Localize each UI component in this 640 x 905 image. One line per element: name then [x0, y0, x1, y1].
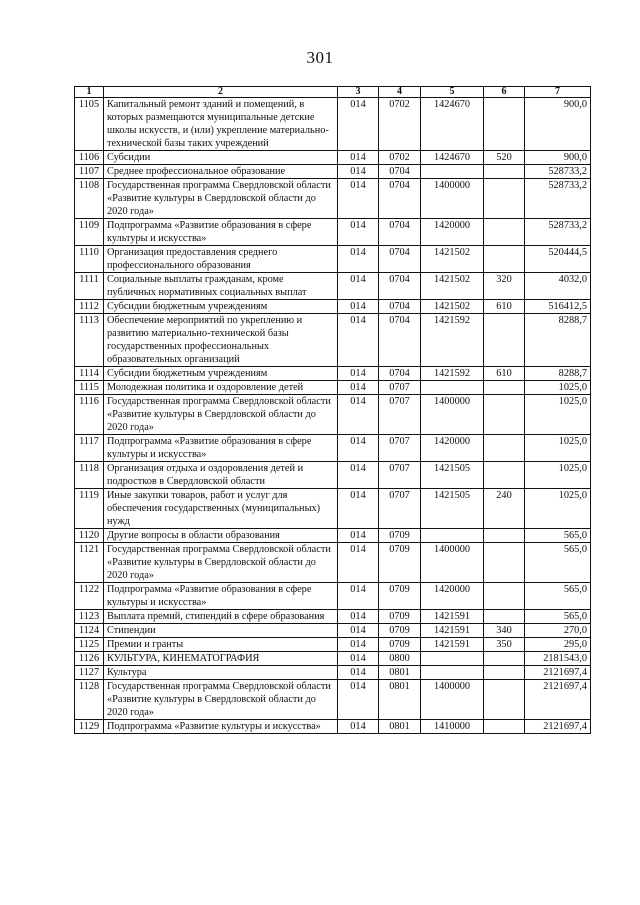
row-number: 1121: [75, 543, 104, 583]
ministry-code: 014: [338, 489, 379, 529]
row-number: 1125: [75, 638, 104, 652]
table-row: [75, 273, 591, 300]
target-article-code: 1421502: [421, 246, 484, 273]
table-row: [75, 165, 591, 179]
target-article-code: [421, 652, 484, 666]
expense-type-code: [484, 680, 525, 720]
section-code: 0709: [379, 583, 421, 610]
row-number: 1122: [75, 583, 104, 610]
section-code: 0704: [379, 165, 421, 179]
expense-type-code: 350: [484, 638, 525, 652]
row-name: Капитальный ремонт зданий и помещений, в которых размещаются муниципальные детские школы искусств, и (или) укрепление материально-технической базы таких учреждений: [104, 98, 338, 151]
target-article-code: 1421502: [421, 300, 484, 314]
target-article-code: 1400000: [421, 179, 484, 219]
ministry-code: 014: [338, 367, 379, 381]
target-article-code: 1420000: [421, 583, 484, 610]
ministry-code: 014: [338, 219, 379, 246]
ministry-code: 014: [338, 314, 379, 367]
amount: 2121697,4: [525, 666, 591, 680]
table-row: [75, 543, 591, 583]
target-article-code: 1421502: [421, 273, 484, 300]
section-code: 0707: [379, 489, 421, 529]
ministry-code: 014: [338, 300, 379, 314]
amount: 295,0: [525, 638, 591, 652]
section-code: 0704: [379, 300, 421, 314]
table-row: [75, 529, 591, 543]
target-article-code: 1400000: [421, 395, 484, 435]
expense-type-code: 340: [484, 624, 525, 638]
section-code: 0704: [379, 219, 421, 246]
section-code: 0704: [379, 273, 421, 300]
row-name: Организация отдыха и оздоровления детей и подростков в Свердловской области: [104, 462, 338, 489]
amount: 2181543,0: [525, 652, 591, 666]
target-article-code: 1421591: [421, 624, 484, 638]
target-article-code: 1400000: [421, 543, 484, 583]
section-code: 0707: [379, 395, 421, 435]
table-row: [75, 610, 591, 624]
amount: 8288,7: [525, 367, 591, 381]
row-name: КУЛЬТУРА, КИНЕМАТОГРАФИЯ: [104, 652, 338, 666]
row-number: 1118: [75, 462, 104, 489]
ministry-code: 014: [338, 720, 379, 734]
amount: 270,0: [525, 624, 591, 638]
row-number: 1115: [75, 381, 104, 395]
target-article-code: 1410000: [421, 720, 484, 734]
table-row: [75, 666, 591, 680]
ministry-code: 014: [338, 666, 379, 680]
table-row: [75, 489, 591, 529]
target-article-code: 1420000: [421, 219, 484, 246]
expense-type-code: [484, 165, 525, 179]
ministry-code: 014: [338, 395, 379, 435]
row-name: Подпрограмма «Развитие образования в сфере культуры и искусства»: [104, 435, 338, 462]
expense-type-code: [484, 610, 525, 624]
ministry-code: 014: [338, 381, 379, 395]
ministry-code: 014: [338, 529, 379, 543]
expense-type-code: [484, 462, 525, 489]
amount: 565,0: [525, 610, 591, 624]
table-row: [75, 435, 591, 462]
table-row: [75, 462, 591, 489]
page-number: 301: [306, 48, 334, 67]
row-name: Молодежная политика и оздоровление детей: [104, 381, 338, 395]
row-number: 1128: [75, 680, 104, 720]
target-article-code: 1400000: [421, 680, 484, 720]
expense-type-code: 610: [484, 367, 525, 381]
expense-type-code: 320: [484, 273, 525, 300]
target-article-code: 1420000: [421, 435, 484, 462]
table-body: [75, 98, 591, 734]
amount: 1025,0: [525, 435, 591, 462]
amount: 900,0: [525, 98, 591, 151]
target-article-code: 1424670: [421, 98, 484, 151]
row-name: Государственная программа Свердловской области «Развитие культуры в Свердловской области до 2020 года»: [104, 179, 338, 219]
table-header-row: [75, 87, 591, 98]
row-name: Стипендии: [104, 624, 338, 638]
amount: 2121697,4: [525, 720, 591, 734]
section-code: 0709: [379, 638, 421, 652]
section-code: 0800: [379, 652, 421, 666]
table-row: [75, 680, 591, 720]
row-name: Культура: [104, 666, 338, 680]
table-row: [75, 367, 591, 381]
row-number: 1117: [75, 435, 104, 462]
row-name: Выплата премий, стипендий в сфере образования: [104, 610, 338, 624]
section-code: 0801: [379, 666, 421, 680]
section-code: 0707: [379, 381, 421, 395]
ministry-code: 014: [338, 610, 379, 624]
expense-type-code: [484, 543, 525, 583]
amount: 528733,2: [525, 165, 591, 179]
row-name: Другие вопросы в области образования: [104, 529, 338, 543]
amount: 900,0: [525, 151, 591, 165]
section-code: 0707: [379, 435, 421, 462]
ministry-code: 014: [338, 165, 379, 179]
amount: 528733,2: [525, 179, 591, 219]
section-code: 0709: [379, 624, 421, 638]
expense-type-code: [484, 246, 525, 273]
expense-type-code: 610: [484, 300, 525, 314]
expense-type-code: [484, 219, 525, 246]
ministry-code: 014: [338, 179, 379, 219]
expense-type-code: [484, 98, 525, 151]
section-code: 0702: [379, 98, 421, 151]
row-name: Обеспечение мероприятий по укреплению и развитию материально-технической базы государственных профессиональных образовательных организаций: [104, 314, 338, 367]
row-name: Подпрограмма «Развитие образования в сфере культуры и искусства»: [104, 583, 338, 610]
ministry-code: 014: [338, 652, 379, 666]
expense-type-code: 520: [484, 151, 525, 165]
table-row: [75, 652, 591, 666]
target-article-code: [421, 529, 484, 543]
column-header: 1: [75, 87, 104, 98]
row-number: 1110: [75, 246, 104, 273]
row-number: 1111: [75, 273, 104, 300]
table-row: [75, 314, 591, 367]
target-article-code: 1421591: [421, 610, 484, 624]
row-number: 1105: [75, 98, 104, 151]
amount: 1025,0: [525, 489, 591, 529]
target-article-code: 1421505: [421, 489, 484, 529]
column-header: 3: [338, 87, 379, 98]
row-number: 1112: [75, 300, 104, 314]
row-number: 1126: [75, 652, 104, 666]
amount: 565,0: [525, 583, 591, 610]
row-name: Подпрограмма «Развитие образования в сфере культуры и искусства»: [104, 219, 338, 246]
ministry-code: 014: [338, 462, 379, 489]
row-name: Иные закупки товаров, работ и услуг для обеспечения государственных (муниципальных) нужд: [104, 489, 338, 529]
amount: 1025,0: [525, 395, 591, 435]
target-article-code: [421, 381, 484, 395]
row-name: Государственная программа Свердловской области «Развитие культуры в Свердловской области до 2020 года»: [104, 395, 338, 435]
row-number: 1123: [75, 610, 104, 624]
row-name: Среднее профессиональное образование: [104, 165, 338, 179]
column-header: 7: [525, 87, 591, 98]
table-row: [75, 151, 591, 165]
target-article-code: 1424670: [421, 151, 484, 165]
ministry-code: 014: [338, 624, 379, 638]
target-article-code: [421, 165, 484, 179]
target-article-code: 1421592: [421, 314, 484, 367]
section-code: 0801: [379, 720, 421, 734]
target-article-code: 1421591: [421, 638, 484, 652]
ministry-code: 014: [338, 98, 379, 151]
row-number: 1124: [75, 624, 104, 638]
ministry-code: 014: [338, 435, 379, 462]
expense-type-code: [484, 583, 525, 610]
row-name: Государственная программа Свердловской области «Развитие культуры в Свердловской области до 2020 года»: [104, 543, 338, 583]
table-row: [75, 720, 591, 734]
row-number: 1119: [75, 489, 104, 529]
amount: 528733,2: [525, 219, 591, 246]
ministry-code: 014: [338, 151, 379, 165]
amount: 4032,0: [525, 273, 591, 300]
row-name: Субсидии: [104, 151, 338, 165]
row-number: 1129: [75, 720, 104, 734]
target-article-code: 1421505: [421, 462, 484, 489]
row-number: 1120: [75, 529, 104, 543]
table-row: [75, 583, 591, 610]
section-code: 0704: [379, 367, 421, 381]
section-code: 0801: [379, 680, 421, 720]
expense-type-code: [484, 435, 525, 462]
table-row: [75, 624, 591, 638]
ministry-code: 014: [338, 583, 379, 610]
section-code: 0709: [379, 610, 421, 624]
ministry-code: 014: [338, 246, 379, 273]
row-name: Государственная программа Свердловской области «Развитие культуры в Свердловской области до 2020 года»: [104, 680, 338, 720]
budget-table: [74, 86, 591, 734]
ministry-code: 014: [338, 680, 379, 720]
amount: 565,0: [525, 543, 591, 583]
expense-type-code: [484, 652, 525, 666]
row-name: Субсидии бюджетным учреждениям: [104, 367, 338, 381]
table-row: [75, 98, 591, 151]
amount: 1025,0: [525, 381, 591, 395]
table-row: [75, 638, 591, 652]
expense-type-code: [484, 179, 525, 219]
row-name: Организация предоставления среднего профессионального образования: [104, 246, 338, 273]
row-number: 1106: [75, 151, 104, 165]
ministry-code: 014: [338, 273, 379, 300]
row-name: Подпрограмма «Развитие культуры и искусства»: [104, 720, 338, 734]
target-article-code: [421, 666, 484, 680]
row-number: 1113: [75, 314, 104, 367]
expense-type-code: [484, 529, 525, 543]
amount: 565,0: [525, 529, 591, 543]
row-number: 1114: [75, 367, 104, 381]
section-code: 0704: [379, 179, 421, 219]
column-header: 5: [421, 87, 484, 98]
expense-type-code: [484, 314, 525, 367]
section-code: 0709: [379, 543, 421, 583]
expense-type-code: [484, 720, 525, 734]
row-number: 1107: [75, 165, 104, 179]
row-number: 1108: [75, 179, 104, 219]
expense-type-code: 240: [484, 489, 525, 529]
expense-type-code: [484, 381, 525, 395]
expense-type-code: [484, 395, 525, 435]
section-code: 0704: [379, 246, 421, 273]
table-row: [75, 300, 591, 314]
expense-type-code: [484, 666, 525, 680]
row-number: 1116: [75, 395, 104, 435]
row-number: 1109: [75, 219, 104, 246]
row-number: 1127: [75, 666, 104, 680]
target-article-code: 1421592: [421, 367, 484, 381]
table-row: [75, 246, 591, 273]
ministry-code: 014: [338, 543, 379, 583]
column-header: 4: [379, 87, 421, 98]
table-row: [75, 381, 591, 395]
amount: 1025,0: [525, 462, 591, 489]
section-code: 0704: [379, 314, 421, 367]
table-row: [75, 395, 591, 435]
amount: 8288,7: [525, 314, 591, 367]
amount: 516412,5: [525, 300, 591, 314]
section-code: 0707: [379, 462, 421, 489]
row-name: Премии и гранты: [104, 638, 338, 652]
section-code: 0702: [379, 151, 421, 165]
table-row: [75, 179, 591, 219]
row-name: Социальные выплаты гражданам, кроме публичных нормативных социальных выплат: [104, 273, 338, 300]
amount: 520444,5: [525, 246, 591, 273]
ministry-code: 014: [338, 638, 379, 652]
section-code: 0709: [379, 529, 421, 543]
column-header: 6: [484, 87, 525, 98]
column-header: 2: [104, 87, 338, 98]
table-row: [75, 219, 591, 246]
row-name: Субсидии бюджетным учреждениям: [104, 300, 338, 314]
amount: 2121697,4: [525, 680, 591, 720]
